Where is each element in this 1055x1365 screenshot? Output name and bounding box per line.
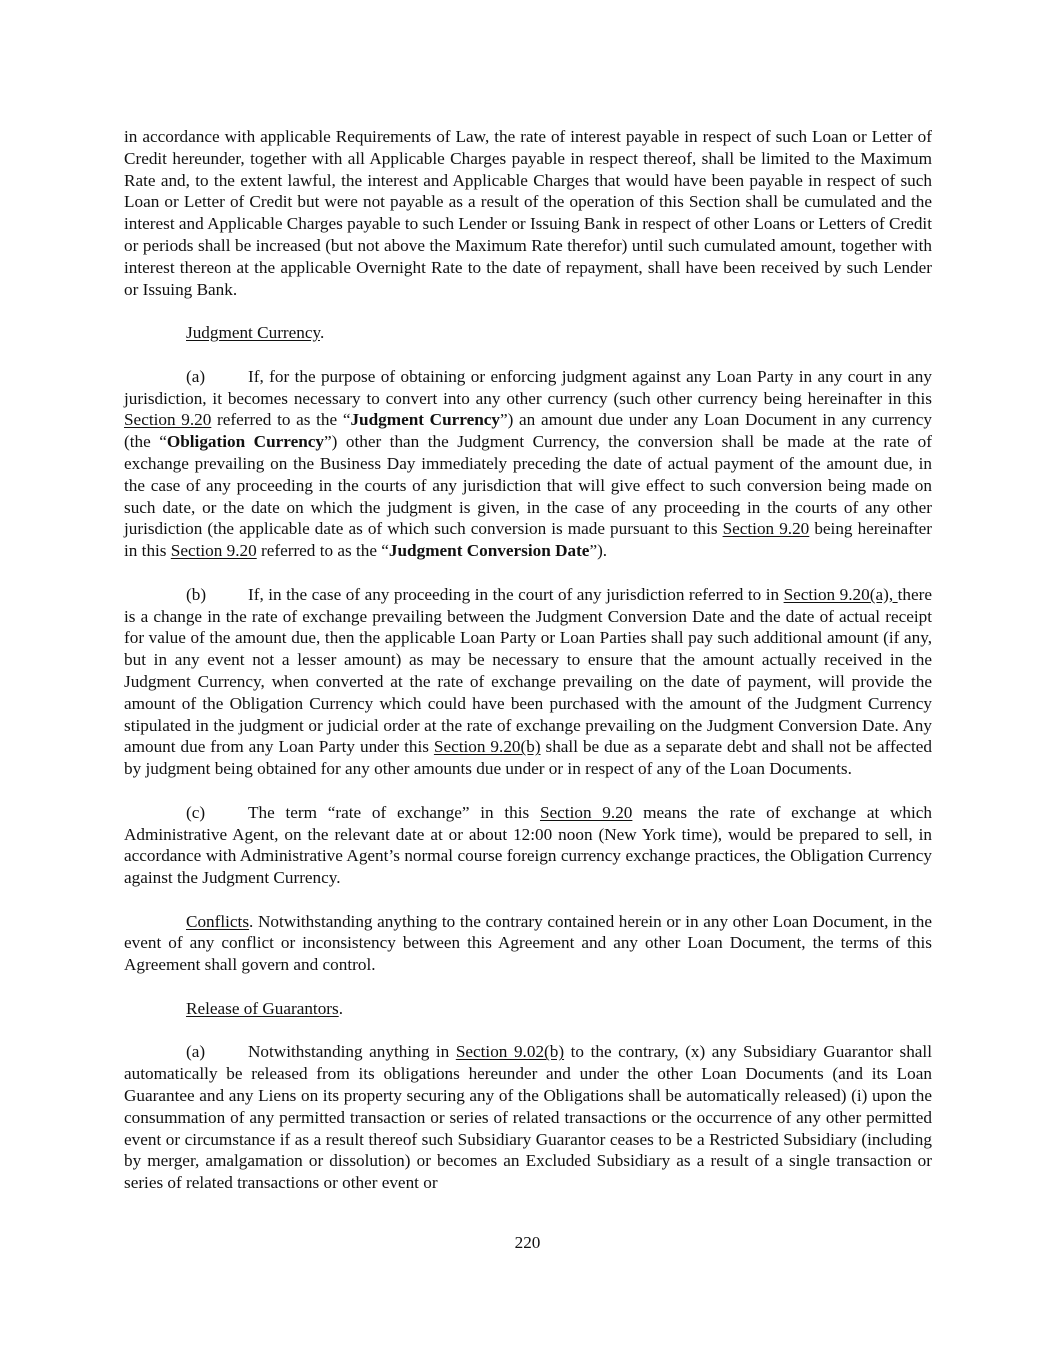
document-page bbox=[124, 126, 932, 1194]
paragraph-release-a: (a) Notwithstanding anything in Section 9.02(b) to the contrary, (x) any Subsidiary Guarantor shall automatically be released from its obligations hereunder and under the other Loan Documents (and its Loan Guarantee and any Liens on its property securing any of the Obligations shall be automatically released) (i) upon the consummation of any permitted transaction or series of related transactions or the occurrence of any other permitted event or circumstance if as a result thereof such Subsidiary Guarantor ceases to be a Restricted Subsidiary (including by merger, amalgamation or dissolution) or becomes an Excluded Subsidiary as a result of a single transaction or series of related transactions or other event or bbox=[124, 1042, 932, 1193]
paragraph-conflicts: Conflicts. Notwithstanding anything to the contrary contained herein or in any other Loan Document, in the event of any conflict or inconsistency between this Agreement and any other Loan Document, the terms of this Agreement shall govern and control. bbox=[124, 911, 932, 975]
page-number: 220 bbox=[514, 1233, 541, 1252]
heading-judgment-currency-title: Judgment Currency bbox=[186, 323, 320, 343]
clause-label-a: (a) bbox=[186, 366, 206, 386]
paragraph-judgment-b: (b) If, in the case of any proceeding in the court of any jurisdiction referred to in Section 9.20(a), there is a change in the rate of exchange prevailing between the Judgment Conversion Date and the date of actual receipt for value of the amount due, then the applicable Loan Party or Loan Parties shall pay such additional amount (if any, but in any event not a lesser amount) as may be necessary to ensure that the amount actually received in the Judgment Currency, when converted at the rate of exchange prevailing on the date of payment, will provide the amount of the Obligation Currency which could have been purchased with the amount of the Judgment Currency stipulated in the judgment or judicial order at the rate of exchange prevailing on the Judgment Conversion Date. Any amount due from any Loan Party under this Section 9.20(b) shall be due as a separate debt and shall not be affected by judgment being obtained for any other amounts due under or in respect of any of the Loan Documents. bbox=[124, 584, 932, 779]
section-reference: Section 9.20 bbox=[124, 410, 212, 430]
clause-label-c: (c) bbox=[186, 802, 206, 822]
section-reference: Section 9.20 bbox=[722, 519, 810, 539]
heading-judgment-currency: Judgment Currency. bbox=[186, 323, 325, 343]
clause-label-b: (b) bbox=[186, 584, 207, 604]
section-reference: Section 9.20 bbox=[170, 541, 257, 561]
defined-term-judgment-currency: Judgment Currency bbox=[350, 410, 501, 430]
clause-label-a: (a) bbox=[186, 1042, 206, 1062]
paragraph-intro: in accordance with applicable Requirements of Law, the rate of interest payable in respect of such Loan or Letter of Credit hereunder, together with all Applicable Charges payable in respect thereof, shall be limited to the Maximum Rate and, to the extent lawful, the interest and Applicable Charges that would have been payable in respect of such Loan or Letter of Credit but were not payable as a result of the operation of this Section shall be cumulated and the interest and Applicable Charges payable to such Lender or Issuing Bank in respect of other Loans or Letters of Credit or periods shall be increased (but not above the Maximum Rate therefor) until such cumulated amount, together with interest thereon at the applicable Overnight Rate to the date of repayment, shall have been received by such Lender or Issuing Bank. bbox=[124, 127, 932, 299]
heading-conflicts: Conflicts bbox=[186, 911, 250, 931]
section-reference: Section 9.20(b) bbox=[433, 737, 541, 757]
defined-term-obligation-currency: Obligation Currency bbox=[166, 432, 325, 452]
defined-term-judgment-conversion-date: Judgment Conversion Date bbox=[388, 541, 590, 561]
paragraph-judgment-a: (a) If, for the purpose of obtaining or enforcing judgment against any Loan Party in any court in any jurisdiction, it becomes necessary to convert into any other currency (such other currency being hereinafter in this Section 9.20 referred to as the “Judgment Currency”) an amount due under any Loan Document in any currency (the “Obligation Currency”) other than the Judgment Currency, the conversion shall be made at the rate of exchange prevailing on the Business Day immediately preceding the date of actual payment of the amount due, in the case of any proceeding in the courts of any jurisdiction that will give effect to such conversion being made on such date, or the date on which the judgment is given, in the case of any proceeding in the courts of any other jurisdiction (the applicable date as of which such conversion is made pursuant to this Section 9.20 being hereinafter in this Section 9.20 referred to as the “Judgment Conversion Date”). bbox=[124, 366, 933, 561]
section-reference: Section 9.02(b) bbox=[455, 1042, 565, 1062]
paragraph-judgment-c: (c) The term “rate of exchange” in this Section 9.20 means the rate of exchange at which Administrative Agent, on the relevant date at or about 12:00 noon (New York time), would be prepared to sell, in accordance with Administrative Agent’s normal course foreign currency exchange practices, the Obligation Currency against the Judgment Currency. bbox=[124, 802, 933, 888]
heading-release-of-guarantors-title: Release of Guarantors bbox=[186, 998, 339, 1018]
heading-release-of-guarantors: Release of Guarantors. bbox=[186, 998, 344, 1018]
section-reference: Section 9.20 bbox=[539, 802, 633, 822]
section-reference: Section 9.20(a), bbox=[783, 584, 898, 604]
